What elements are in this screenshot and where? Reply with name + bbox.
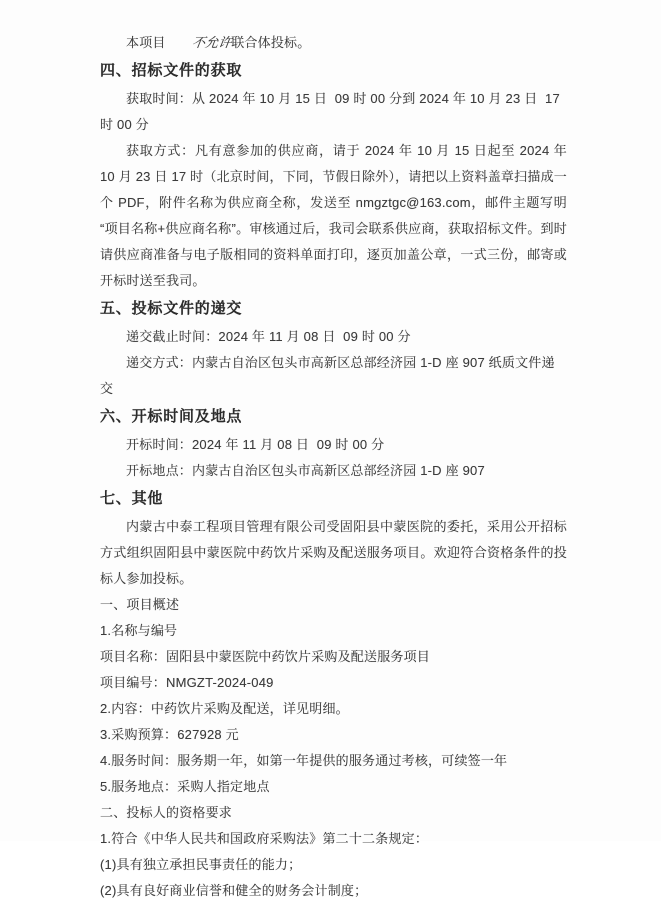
paragraph-other-intro: 内蒙古中泰工程项目管理有限公司受固阳县中蒙医院的委托，采用公开招标方式组织固阳县中蒙医院中药饮片采购及配送服务项目。欢迎符合资格条件的投标人参加投标。 <box>100 519 567 586</box>
subsection-project-overview: 一、项目概述 <box>100 597 180 612</box>
paragraph-submission-deadline: 递交截止时间：2024 年 11 月 08 日 09 时 00 分 <box>126 329 411 344</box>
paragraph-acquisition-method: 获取方式：凡有意参加的供应商，请于 2024 年 10 月 15 日起至 2024 年 10 月 23 日 17 时（北京时间，下同，节假日除外），请把以上资料盖章扫描成一个 PDF，附件名称为供应商全称，发送至 nmgztgc@163.com，邮件主题写明“项目名称+供应商名称”。审核通过后，我司会联系供应商，获取招标文件。到时请供应商准备与电子版相同的资料单面打印，逐页加盖公章，一式三份，邮寄或开标时送至我司。 <box>100 143 571 288</box>
intro-text-prefix: 本项目 <box>126 35 166 50</box>
paragraph-opening-time: 开标时间：2024 年 11 月 08 日 09 时 00 分 <box>126 437 385 452</box>
paragraph-acquisition-time: 获取时间：从 2024 年 10 月 15 日 09 时 00 分到 2024 年 10 月 23 日 17 时 00 分 <box>100 91 564 132</box>
section-heading-bid-opening: 六、开标时间及地点 <box>100 408 243 425</box>
paragraph-content: 2.内容：中药饮片采购及配送，详见明细。 <box>100 701 349 716</box>
section-heading-bid-submission: 五、投标文件的递交 <box>100 300 243 317</box>
paragraph-service-period: 4.服务时间：服务期一年，如第一年提供的服务通过考核，可续签一年 <box>100 753 508 768</box>
paragraph-submission-method: 递交方式：内蒙古自治区包头市高新区总部经济园 1-D 座 907 纸质文件递交 <box>100 355 555 396</box>
section-heading-other: 七、其他 <box>100 490 164 507</box>
paragraph-service-location: 5.服务地点：采购人指定地点 <box>100 779 270 794</box>
section-heading-document-acquisition: 四、招标文件的获取 <box>100 62 243 79</box>
subsection-bidder-qualifications: 二、投标人的资格要求 <box>100 805 233 820</box>
paragraph-qualification-1: (1)具有独立承担民事责任的能力； <box>100 857 302 872</box>
intro-paragraph <box>100 30 567 56</box>
paragraph-name-and-number: 1.名称与编号 <box>100 623 178 638</box>
paragraph-budget: 3.采购预算：627928 元 <box>100 727 239 742</box>
paragraph-qualification-2: (2)具有良好商业信誉和健全的财务会计制度； <box>100 883 368 898</box>
paragraph-project-number: 项目编号：NMGZT-2024-049 <box>100 675 274 690</box>
paragraph-project-name: 项目名称：固阳县中蒙医院中药饮片采购及配送服务项目 <box>100 649 431 664</box>
paragraph-opening-location: 开标地点：内蒙古自治区包头市高新区总部经济园 1-D 座 907 <box>126 463 485 478</box>
intro-emphasis-text: 不允许 <box>190 35 233 50</box>
paragraph-qualification-law: 1.符合《中华人民共和国政府采购法》第二十二条规定： <box>100 831 429 846</box>
intro-text-suffix: 联合体投标。 <box>231 35 311 50</box>
